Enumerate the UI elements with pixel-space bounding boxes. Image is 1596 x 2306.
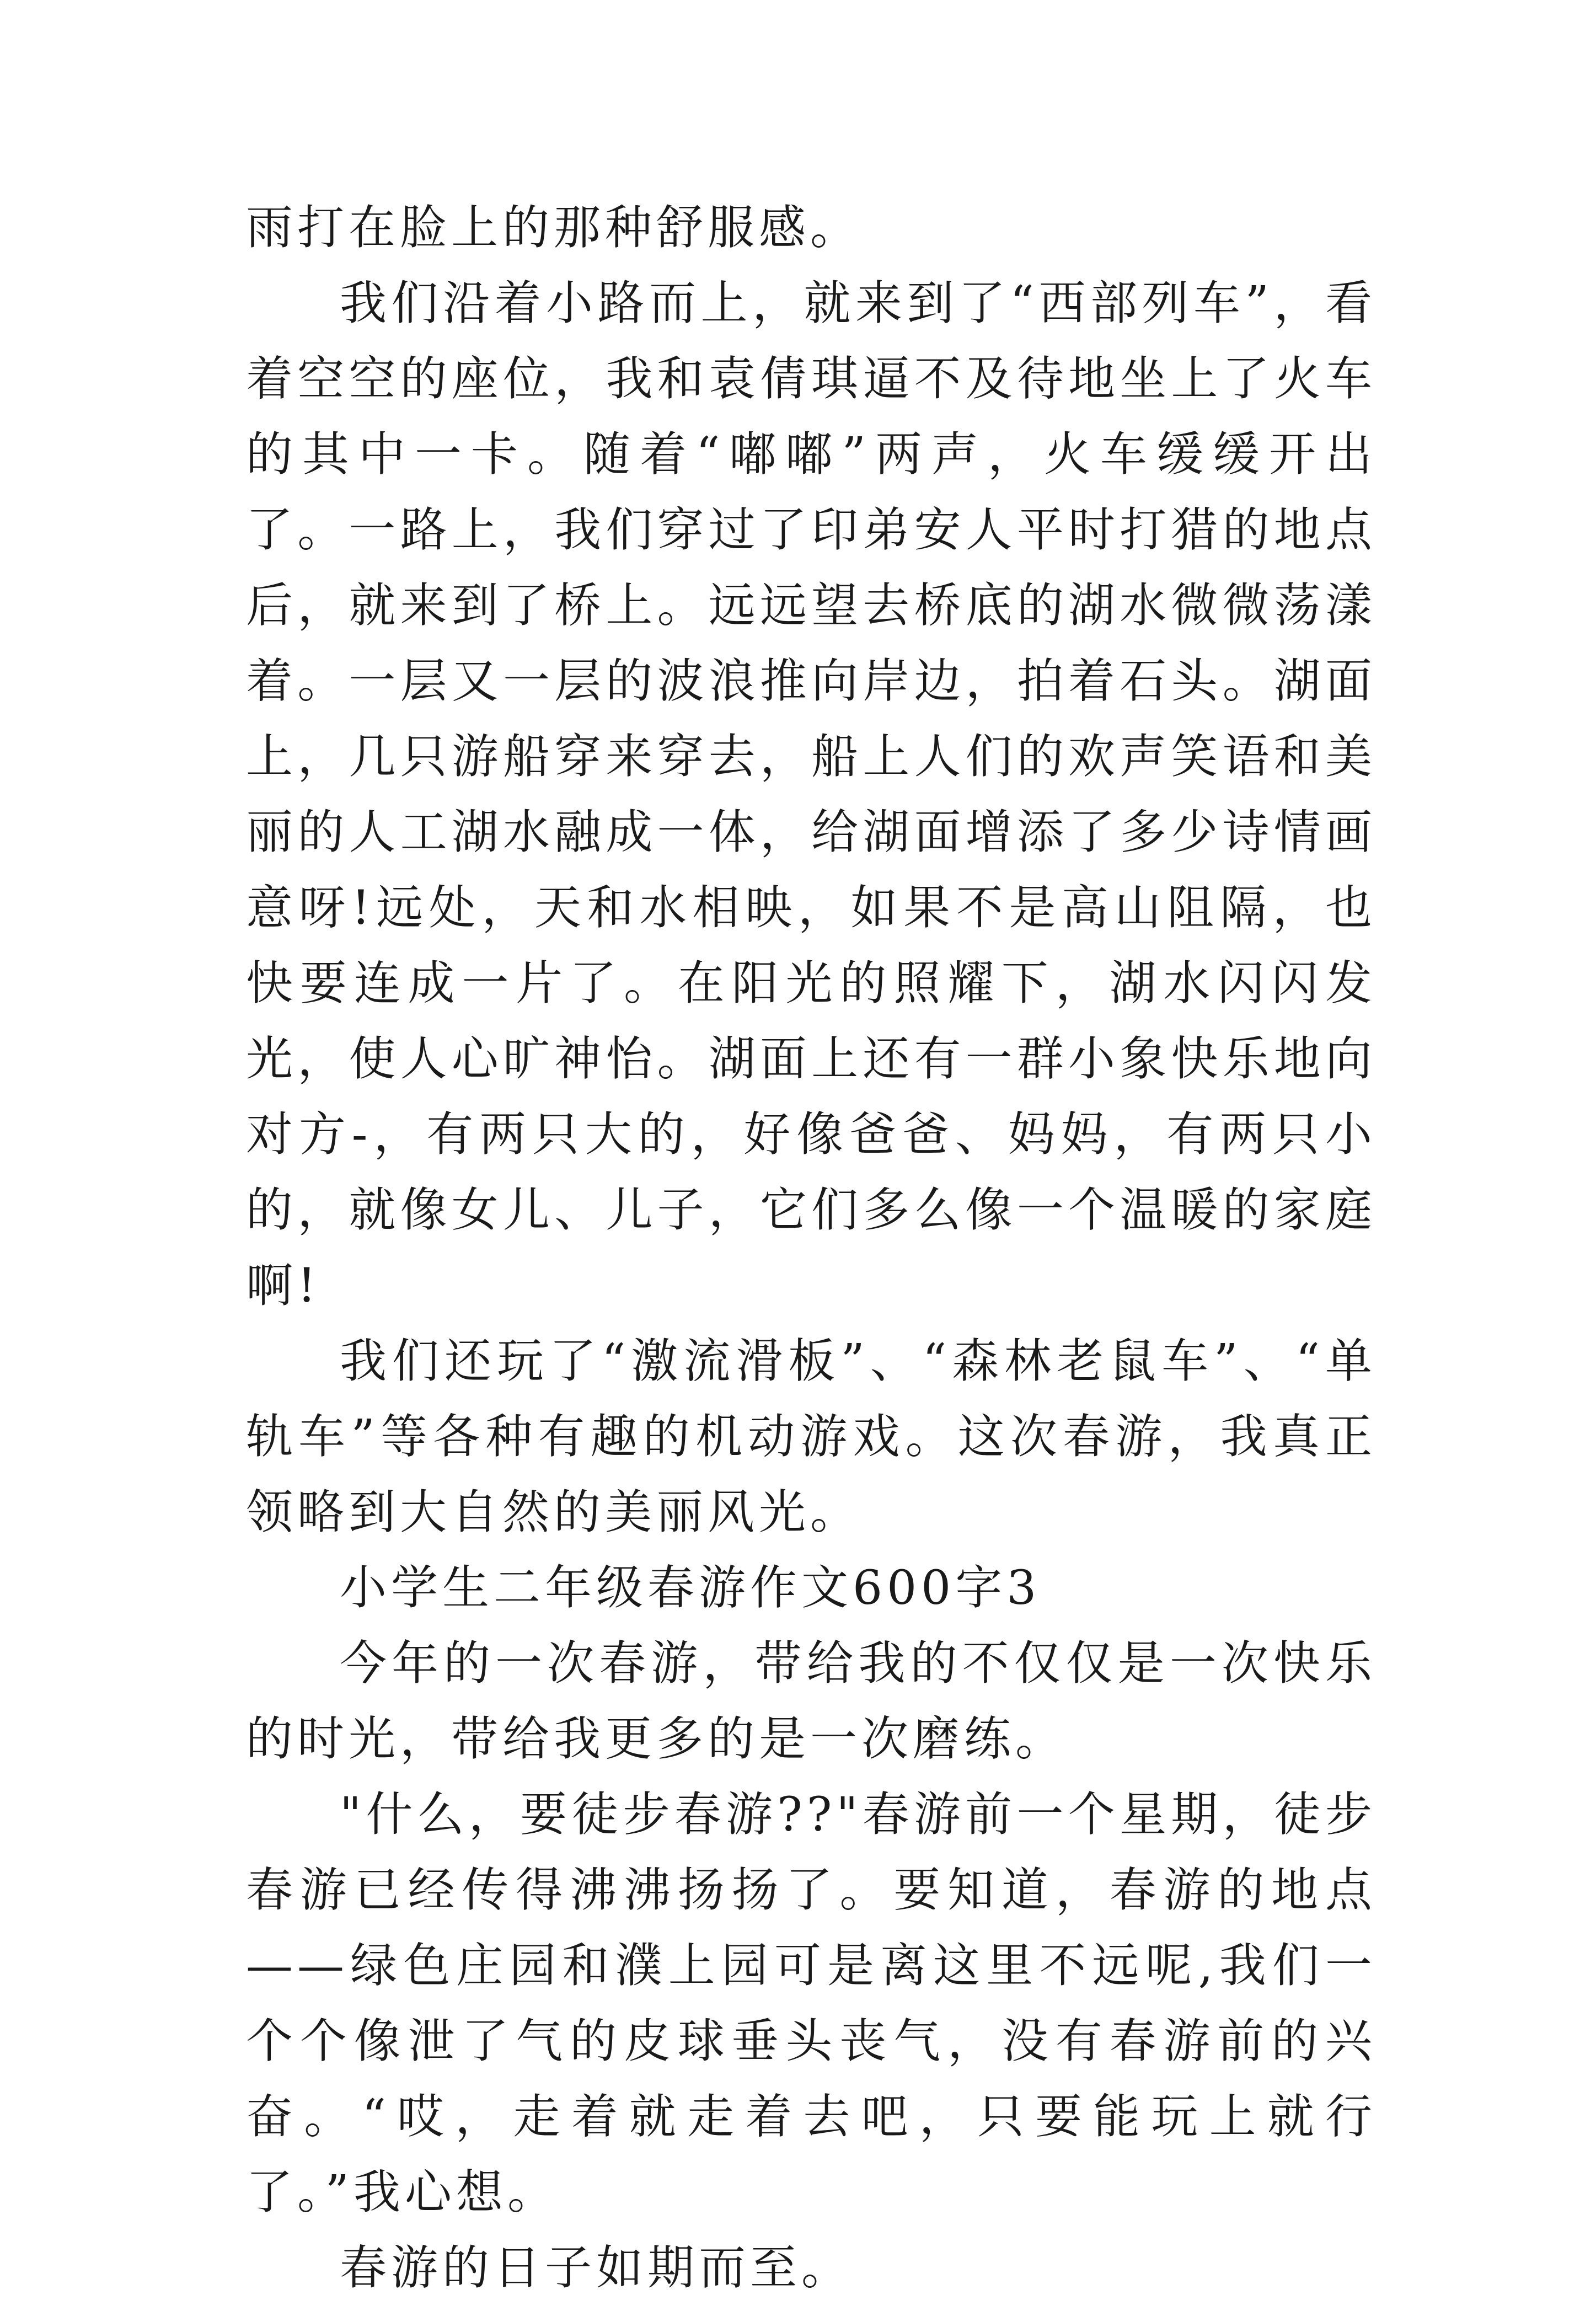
paragraph-intro: 今年的一次春游，带给我的不仅仅是一次快乐的时光，带给我更多的是一次磨练。 — [246, 1636, 1377, 1767]
paragraph-rides: 我们还玩了“激流滑板”、“森林老鼠车”、“单轨车”等各种有趣的机动游戏。这次春游，我真正领略到大自然的美丽风光。 — [246, 1334, 1377, 1540]
paragraph-western-train: 我们沿着小路而上，就来到了“西部列车”，看着空空的座位，我和袁倩琪逼不及待地坐上了火车的其中一卡。随着“嘟嘟”两声，火车缓缓开出了。一路上，我们穿过了印弟安人平时打猎的地点后，就来到了桥上。远远望去桥底的湖水微微荡漾着。一层又一层的波浪推向岸边，拍着石头。湖面上，几只游船穿来穿去，船上人们的欢声笑语和美丽的人工湖水融成一体，给湖面增添了多少诗情画意呀!远处，天和水相映，如果不是高山阻隔，也快要连成一片了。在阳光的照耀下，湖水闪闪发光，使人心旷神怡。湖面上还有一群小象快乐地向对方-，有两只大的，好像爸爸、妈妈，有两只小的，就像女儿、儿子，它们多么像一个温暖的家庭啊! — [246, 276, 1377, 1313]
paragraph-continuation: 雨打在脸上的那种舒服感。 — [246, 201, 862, 255]
paragraph-walking-trip: "什么，要徒步春游??"春游前一个星期，徒步春游已经传得沸沸扬扬了。要知道，春游的地点——绿色庄园和濮上园可是离这里不远呢,我们一个个像泄了气的皮球垂头丧气，没有春游前的兴奋。“哎，走着就走着去吧，只要能玩上就行了。”我心想。 — [246, 1788, 1377, 2220]
document-body — [246, 190, 1377, 2306]
paragraph-day-arrives: 春游的日子如期而至。 — [340, 2241, 853, 2296]
section-heading: 小学生二年级春游作文600字3 — [340, 1561, 1041, 1615]
